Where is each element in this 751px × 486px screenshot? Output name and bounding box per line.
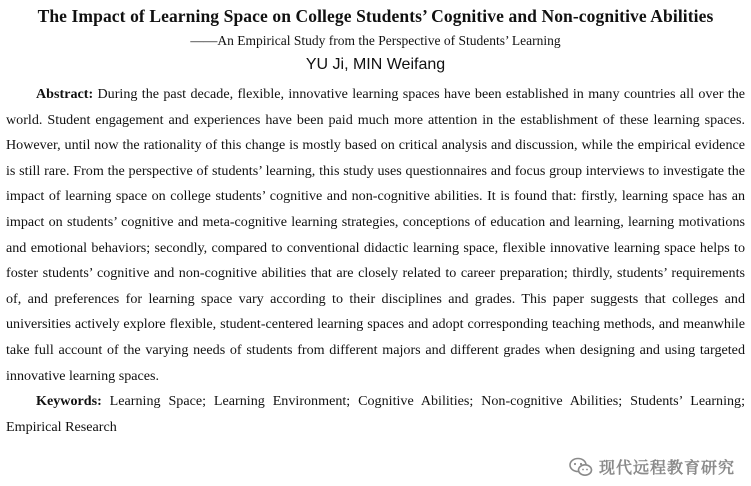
wechat-icon	[569, 457, 593, 477]
watermark-text: 现代远程教育研究	[598, 458, 735, 477]
keywords-text: Learning Space; Learning Environment; Cognitive Abilities; Non-cognitive Abilities; Students’ Learning; Empirical Research	[6, 393, 745, 435]
abstract-text: During the past decade, flexible, innovative learning spaces have been established in many countries all over the world. Student engagement and experiences have been paid much more attention in the establishment of these learning spaces. However, until now the rationality of this change is mostly based on critical analysis and discussion, while the empirical evidence is still rare. From the perspective of students’ learning, this study uses questionnaires and focus group interviews to investigate the impact of learning space on college students’ cognitive and non-cognitive abilities. It is found that: firstly, learning space has an impact on students’ cognitive and meta-cognitive learning strategies, conceptions of education and learning, learning motivations and emotional behaviors; secondly, compared to conventional didactic learning space, flexible innovative learning space helps to foster students’ cognitive and non-cognitive abilities that are closely related to career preparation; thirdly, students’ requirements of, and preferences for learning space vary according to their disciplines and grades. This paper suggests that colleges and universities actively explore flexible, student-centered learning spaces and adopt corresponding teaching methods, and meanwhile take full account of the varying needs of students from different majors and different grades when designing and using targeted innovative learning spaces.	[6, 86, 745, 384]
paper-subtitle: ——An Empirical Study from the Perspective of Students’ Learning	[190, 33, 561, 48]
keywords-paragraph	[6, 389, 745, 440]
keywords-label: Keywords:	[36, 393, 102, 410]
paper-authors: YU Ji, MIN Weifang	[305, 56, 446, 73]
watermark	[565, 453, 741, 480]
paper-title: The Impact of Learning Space on College Students’ Cognitive and Non-cognitive Abilities	[37, 6, 714, 26]
abstract-paragraph	[6, 82, 745, 389]
abstract-label: Abstract:	[36, 86, 94, 102]
